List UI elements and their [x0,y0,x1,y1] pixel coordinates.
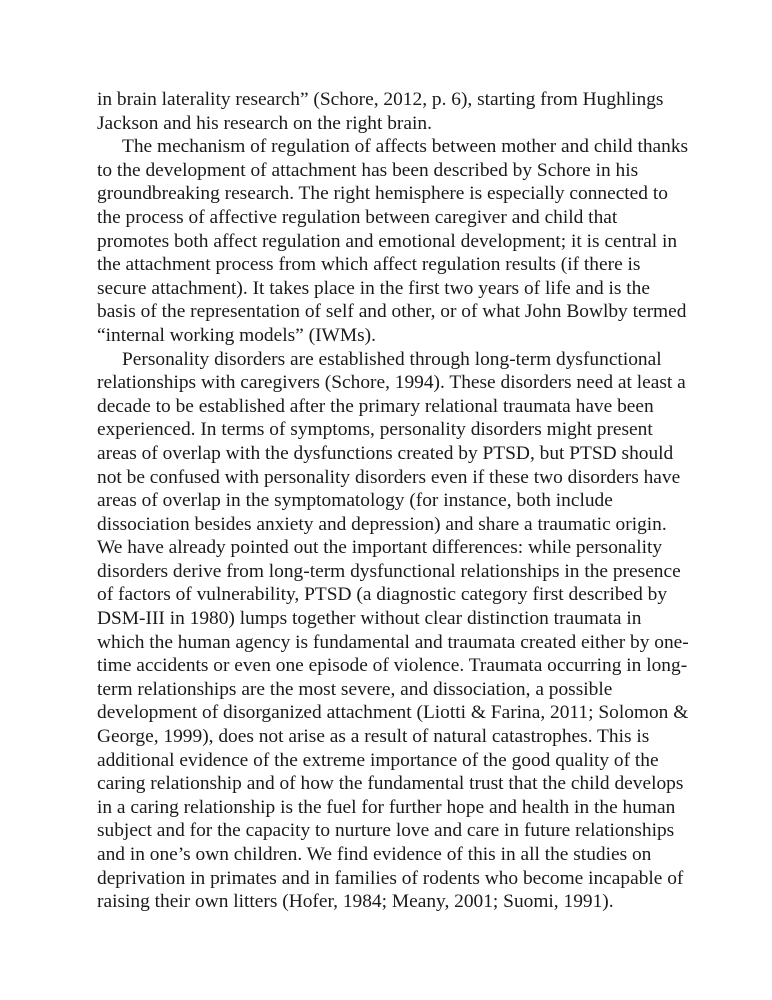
text-line: promotes both affect regulation and emotional development; it is central in [97,230,678,252]
text-line: and in one’s own children. We find evidence of this in all the studies on [97,844,652,865]
text-line: caring relationship and of how the fundamental trust that the child develops [97,773,684,795]
text-line: George, 1999), does not arise as a result of natural catastrophes. This is [97,726,650,748]
text-line: “internal working models” (IWMs). [97,324,376,346]
text-line: to the development of attachment has been described by Schore in his [97,159,639,181]
body-text [97,88,697,914]
text-line: decade to be established after the primary relational traumata have been [97,395,654,417]
text-line: experienced. In terms of symptoms, personality disorders might present [97,419,653,441]
text-line: additional evidence of the extreme importance of the good quality of the [97,749,659,771]
text-line: of factors of vulnerability, PTSD (a diagnostic category first described by [97,584,668,606]
text-line: basis of the representation of self and other, or of what John Bowlby termed [97,301,687,323]
text-line: areas of overlap with the dysfunctions created by PTSD, but PTSD should [97,442,674,464]
text-line: in brain laterality research” (Schore, 2012, p. 6), starting from Hughlings [97,89,664,110]
text-line: not be confused with personality disorders even if these two disorders have [97,466,681,488]
text-line: which the human agency is fundamental and traumata created either by one- [97,631,689,653]
text-line: the process of affective regulation between caregiver and child that [97,206,618,228]
text-line: Jackson and his research on the right brain. [97,112,432,134]
text-line: in a caring relationship is the fuel for further hope and health in the human [97,796,676,818]
text-line: areas of overlap in the symptomatology (for instance, both include [97,490,613,512]
text-line: secure attachment). It takes place in the first two years of life and is the [97,277,650,299]
text-line: subject and for the capacity to nurture love and care in future relationships [97,820,675,842]
text-line: We have already pointed out the important differences: while personality [97,537,663,559]
text-line: relationships with caregivers (Schore, 1994). These disorders need at least a [97,372,686,394]
text-line: DSM-III in 1980) lumps together without clear distinction traumata in [97,608,642,630]
text-line: The mechanism of regulation of affects between mother and child thanks [122,136,689,158]
text-line: disorders derive from long-term dysfunctional relationships in the presence [97,560,681,582]
text-line: time accidents or even one episode of violence. Traumata occurring in long- [97,655,688,677]
text-line: term relationships are the most severe, and dissociation, a possible [97,678,613,700]
text-line: the attachment process from which affect regulation results (if there is [97,254,641,276]
text-line: development of disorganized attachment (Liotti & Farina, 2011; Solomon & [97,702,689,724]
text-line: dissociation besides anxiety and depression) and share a traumatic origin. [97,513,667,535]
text-line: deprivation in primates and in families of rodents who become incapable of [97,867,684,889]
text-line: Personality disorders are established through long-term dysfunctional [122,348,662,370]
text-line: groundbreaking research. The right hemisphere is especially connected to [97,183,668,205]
text-line: raising their own litters (Hofer, 1984; Meany, 2001; Suomi, 1991). [97,891,614,913]
